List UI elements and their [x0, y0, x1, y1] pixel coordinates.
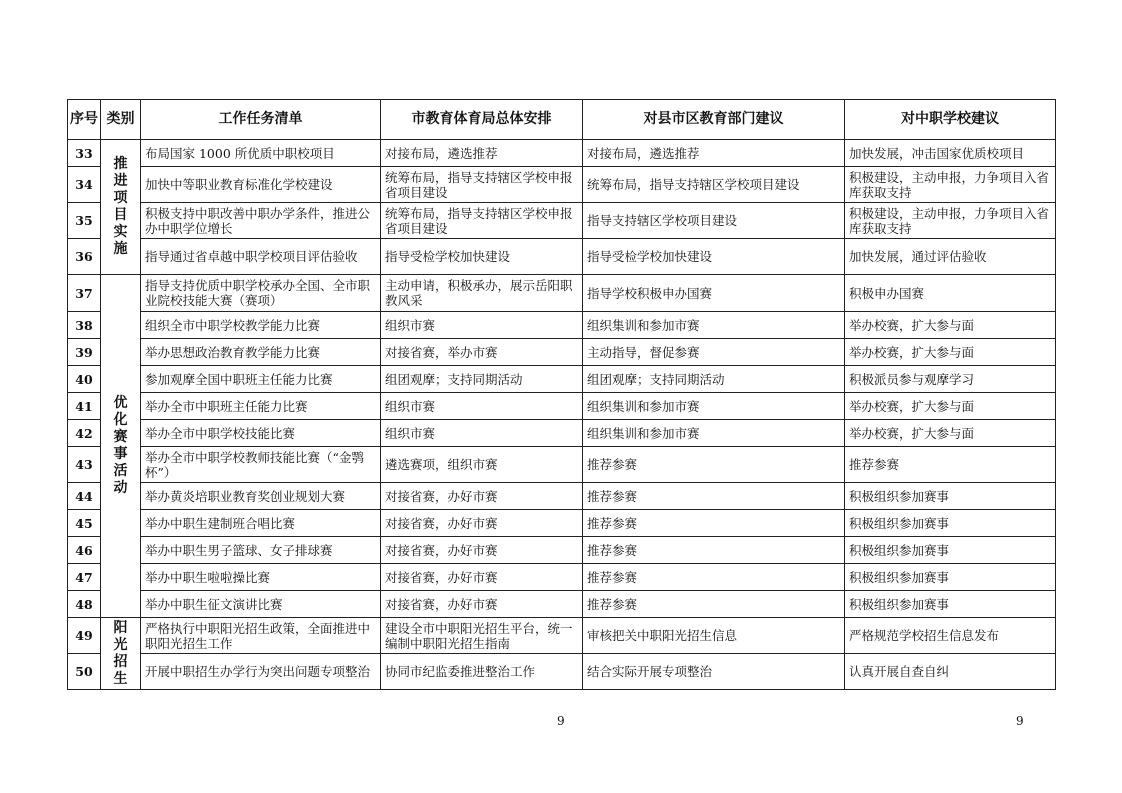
task-cell: 加快中等职业教育标准化学校建设	[141, 167, 381, 203]
county-cell: 组织集训和参加市赛	[583, 393, 845, 420]
school-cell: 加快发展，冲击国家优质校项目	[845, 140, 1056, 167]
table-row	[68, 537, 1056, 564]
task-cell: 举办中职生征文演讲比赛	[141, 591, 381, 618]
table-row	[68, 510, 1056, 537]
table-row	[68, 447, 1056, 483]
row-number: 34	[68, 167, 101, 203]
county-cell: 主动指导，督促参赛	[583, 339, 845, 366]
category-cell	[101, 275, 141, 618]
school-cell: 举办校赛，扩大参与面	[845, 339, 1056, 366]
school-cell: 积极建设，主动申报，力争项目入省库获取支持	[845, 167, 1056, 203]
city-cell: 建设全市中职阳光招生平台，统一编制中职阳光招生指南	[381, 618, 583, 654]
city-cell: 对接省赛，办好市赛	[381, 564, 583, 591]
county-cell: 指导受检学校加快建设	[583, 239, 845, 275]
school-cell: 认真开展自查自纠	[845, 654, 1056, 690]
row-number: 37	[68, 275, 101, 312]
county-cell: 推荐参赛	[583, 591, 845, 618]
school-cell: 推荐参赛	[845, 447, 1056, 483]
city-cell: 对接省赛，办好市赛	[381, 510, 583, 537]
header-row	[68, 100, 1056, 140]
row-number: 46	[68, 537, 101, 564]
school-cell: 积极组织参加赛事	[845, 564, 1056, 591]
page-number-center: 9	[557, 714, 565, 728]
header-task: 工作任务清单	[141, 100, 381, 140]
table-row	[68, 339, 1056, 366]
row-number: 41	[68, 393, 101, 420]
task-cell: 举办全市中职学校技能比赛	[141, 420, 381, 447]
task-cell: 举办思想政治教育教学能力比赛	[141, 339, 381, 366]
table-row	[68, 591, 1056, 618]
row-number: 47	[68, 564, 101, 591]
category-label: 优化赛事活动	[113, 395, 128, 496]
page-number-right: 9	[1016, 714, 1024, 728]
county-cell: 审核把关中职阳光招生信息	[583, 618, 845, 654]
task-cell: 举办全市中职学校教师技能比赛（“金鹗杯”）	[141, 447, 381, 483]
city-cell: 对接省赛，办好市赛	[381, 591, 583, 618]
row-number: 40	[68, 366, 101, 393]
city-cell: 对接省赛，办好市赛	[381, 537, 583, 564]
table-row	[68, 203, 1056, 239]
county-cell: 组织集训和参加市赛	[583, 420, 845, 447]
county-cell: 组团观摩；支持同期活动	[583, 366, 845, 393]
task-cell: 开展中职招生办学行为突出问题专项整治	[141, 654, 381, 690]
row-number: 49	[68, 618, 101, 654]
task-cell: 举办全市中职班主任能力比赛	[141, 393, 381, 420]
task-cell: 组织全市中职学校教学能力比赛	[141, 312, 381, 339]
row-number: 48	[68, 591, 101, 618]
table-row	[68, 275, 1056, 312]
row-number: 38	[68, 312, 101, 339]
school-cell: 积极建设，主动申报，力争项目入省库获取支持	[845, 203, 1056, 239]
county-cell: 对接布局，遴选推荐	[583, 140, 845, 167]
header-category: 类别	[101, 100, 141, 140]
school-cell: 举办校赛，扩大参与面	[845, 420, 1056, 447]
task-cell: 参加观摩全国中职班主任能力比赛	[141, 366, 381, 393]
header-county: 对县市区教育部门建议	[583, 100, 845, 140]
row-number: 33	[68, 140, 101, 167]
city-cell: 遴选赛项，组织市赛	[381, 447, 583, 483]
row-number: 43	[68, 447, 101, 483]
category-label: 推进项目实施	[113, 156, 128, 257]
city-cell: 对接省赛，举办市赛	[381, 339, 583, 366]
school-cell: 严格规范学校招生信息发布	[845, 618, 1056, 654]
row-number: 42	[68, 420, 101, 447]
task-cell: 指导支持优质中职学校承办全国、全市职业院校技能大赛（赛项）	[141, 275, 381, 312]
city-cell: 对接布局，遴选推荐	[381, 140, 583, 167]
header-seq: 序号	[68, 100, 101, 140]
table-row	[68, 393, 1056, 420]
table-row	[68, 483, 1056, 510]
table-row	[68, 420, 1056, 447]
row-number: 44	[68, 483, 101, 510]
row-number: 36	[68, 239, 101, 275]
table-row	[68, 654, 1056, 690]
school-cell: 举办校赛，扩大参与面	[845, 393, 1056, 420]
header-city: 市教育体育局总体安排	[381, 100, 583, 140]
county-cell: 结合实际开展专项整治	[583, 654, 845, 690]
task-cell: 布局国家 1000 所优质中职校项目	[141, 140, 381, 167]
table-row	[68, 312, 1056, 339]
task-cell: 严格执行中职阳光招生政策，全面推进中职阳光招生工作	[141, 618, 381, 654]
task-cell: 举办中职生啦啦操比赛	[141, 564, 381, 591]
city-cell: 指导受检学校加快建设	[381, 239, 583, 275]
school-cell: 积极组织参加赛事	[845, 510, 1056, 537]
city-cell: 主动申请，积极承办，展示岳阳职教风采	[381, 275, 583, 312]
city-cell: 统筹布局，指导支持辖区学校申报省项目建设	[381, 203, 583, 239]
city-cell: 协同市纪监委推进整治工作	[381, 654, 583, 690]
row-number: 50	[68, 654, 101, 690]
county-cell: 推荐参赛	[583, 510, 845, 537]
city-cell: 组团观摩；支持同期活动	[381, 366, 583, 393]
school-cell: 积极派员参与观摩学习	[845, 366, 1056, 393]
city-cell: 组织市赛	[381, 393, 583, 420]
county-cell: 指导支持辖区学校项目建设	[583, 203, 845, 239]
county-cell: 推荐参赛	[583, 537, 845, 564]
city-cell: 对接省赛，办好市赛	[381, 483, 583, 510]
task-cell: 积极支持中职改善中职办学条件，推进公办中职学位增长	[141, 203, 381, 239]
table-row	[68, 564, 1056, 591]
category-cell	[101, 140, 141, 275]
city-cell: 组织市赛	[381, 420, 583, 447]
row-number: 35	[68, 203, 101, 239]
task-cell: 举办黄炎培职业教育奖创业规划大赛	[141, 483, 381, 510]
table-row	[68, 366, 1056, 393]
category-cell	[101, 618, 141, 690]
task-cell: 举办中职生建制班合唱比赛	[141, 510, 381, 537]
county-cell: 推荐参赛	[583, 447, 845, 483]
county-cell: 组织集训和参加市赛	[583, 312, 845, 339]
task-cell: 举办中职生男子篮球、女子排球赛	[141, 537, 381, 564]
table-row	[68, 140, 1056, 167]
category-label: 阳光招生	[113, 619, 128, 687]
table-row	[68, 239, 1056, 275]
county-cell: 推荐参赛	[583, 483, 845, 510]
county-cell: 推荐参赛	[583, 564, 845, 591]
row-number: 39	[68, 339, 101, 366]
table-row	[68, 167, 1056, 203]
school-cell: 积极组织参加赛事	[845, 537, 1056, 564]
header-school: 对中职学校建议	[845, 100, 1056, 140]
school-cell: 加快发展，通过评估验收	[845, 239, 1056, 275]
school-cell: 积极申办国赛	[845, 275, 1056, 312]
row-number: 45	[68, 510, 101, 537]
task-cell: 指导通过省卓越中职学校项目评估验收	[141, 239, 381, 275]
school-cell: 举办校赛，扩大参与面	[845, 312, 1056, 339]
county-cell: 指导学校积极申办国赛	[583, 275, 845, 312]
task-table	[67, 99, 1056, 690]
county-cell: 统筹布局，指导支持辖区学校项目建设	[583, 167, 845, 203]
school-cell: 积极组织参加赛事	[845, 483, 1056, 510]
city-cell: 统筹布局，指导支持辖区学校申报省项目建设	[381, 167, 583, 203]
table-row	[68, 618, 1056, 654]
city-cell: 组织市赛	[381, 312, 583, 339]
school-cell: 积极组织参加赛事	[845, 591, 1056, 618]
